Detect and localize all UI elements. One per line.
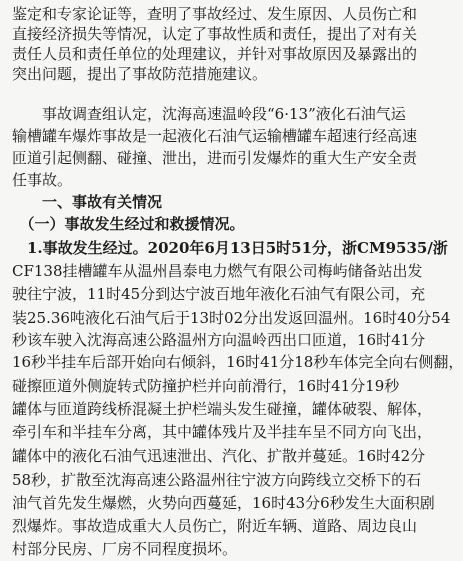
text-line-6: 输槽罐车爆炸事故是一起液化石油气运输槽罐车超速行经高速 xyxy=(12,127,418,145)
text-line-19: 牵引车和半挂车分离，其中罐体残片及半挂车呈不同方向飞出， xyxy=(12,423,433,441)
text-line-18: 罐体与匝道跨线桥混凝土护栏端头发生碰撞，罐体破裂、解体， xyxy=(12,400,433,418)
text-line-16: 16秒半挂车后部开始向右倾斜，16时41分18秒车体完全向右侧翻， xyxy=(12,353,463,371)
text-line-4: 突出问题，提出了事故防范措施建议。 xyxy=(12,65,268,83)
text-line-21: 58秒，扩散至沈海高速公路温州往宁波方向跨线立交桥下的石 xyxy=(12,471,422,489)
text-line-2: 直接经济损失等情况，认定了事故性质和责任，提出了对有关 xyxy=(12,25,418,43)
text-line-13: 驶往宁波，11时45分到达宁波百地年液化石油气有限公司，充 xyxy=(12,285,426,303)
text-line-17: 碰擦匝道外侧旋转式防撞护栏并向前滑行，16时41分19秒 xyxy=(12,377,400,395)
text-line-7: 匝道引起侧翻、碰撞、泄出，进而引发爆炸的重大生产安全责 xyxy=(12,149,418,167)
text-line-24: 村部分民房、厂房不同程度损坏。 xyxy=(12,540,238,558)
text-line-9: 一、事故有关情况 xyxy=(12,193,163,211)
text-line-23: 烈爆炸。事故造成重大人员伤亡，附近车辆、道路、周边良山 xyxy=(12,517,418,535)
text-line-5: 事故调查组认定，沈海高速温岭段“6·13”液化石油气运 xyxy=(12,105,406,123)
text-line-1: 鉴定和专家论证等，查明了事故经过、发生原因、人员伤亡和 xyxy=(12,5,418,23)
text-line-14: 装25.36吨液化石油气后于13时02分出发返回温州。16时40分54 xyxy=(12,309,451,327)
text-line-20: 罐体中的液化石油气迅速泄出、汽化、扩散并蔓延。16时42分 xyxy=(12,447,426,465)
text-line-10: （一）事故发生经过和救援情况。 xyxy=(12,215,245,233)
text-line-15: 秒该车驶入沈海高速公路温州方向温岭西出口匝道，16时41分 xyxy=(12,331,426,349)
text-line-12: CF138挂槽罐车从温州昌泰电力燃气有限公司梅屿储备站出发 xyxy=(12,262,423,280)
text-line-11: 1.事故发生经过。2020年6月13日5时51分，浙CM9535/浙 xyxy=(12,239,448,257)
text-line-8: 任事故。 xyxy=(12,171,73,189)
text-line-22: 油气首先发生爆燃，火势向西蔓延，16时43分6秒发生大面积剧 xyxy=(12,494,435,512)
text-line-3: 责任人员和责任单位的处理建议，并针对事故原因及暴露出的 xyxy=(12,45,418,63)
